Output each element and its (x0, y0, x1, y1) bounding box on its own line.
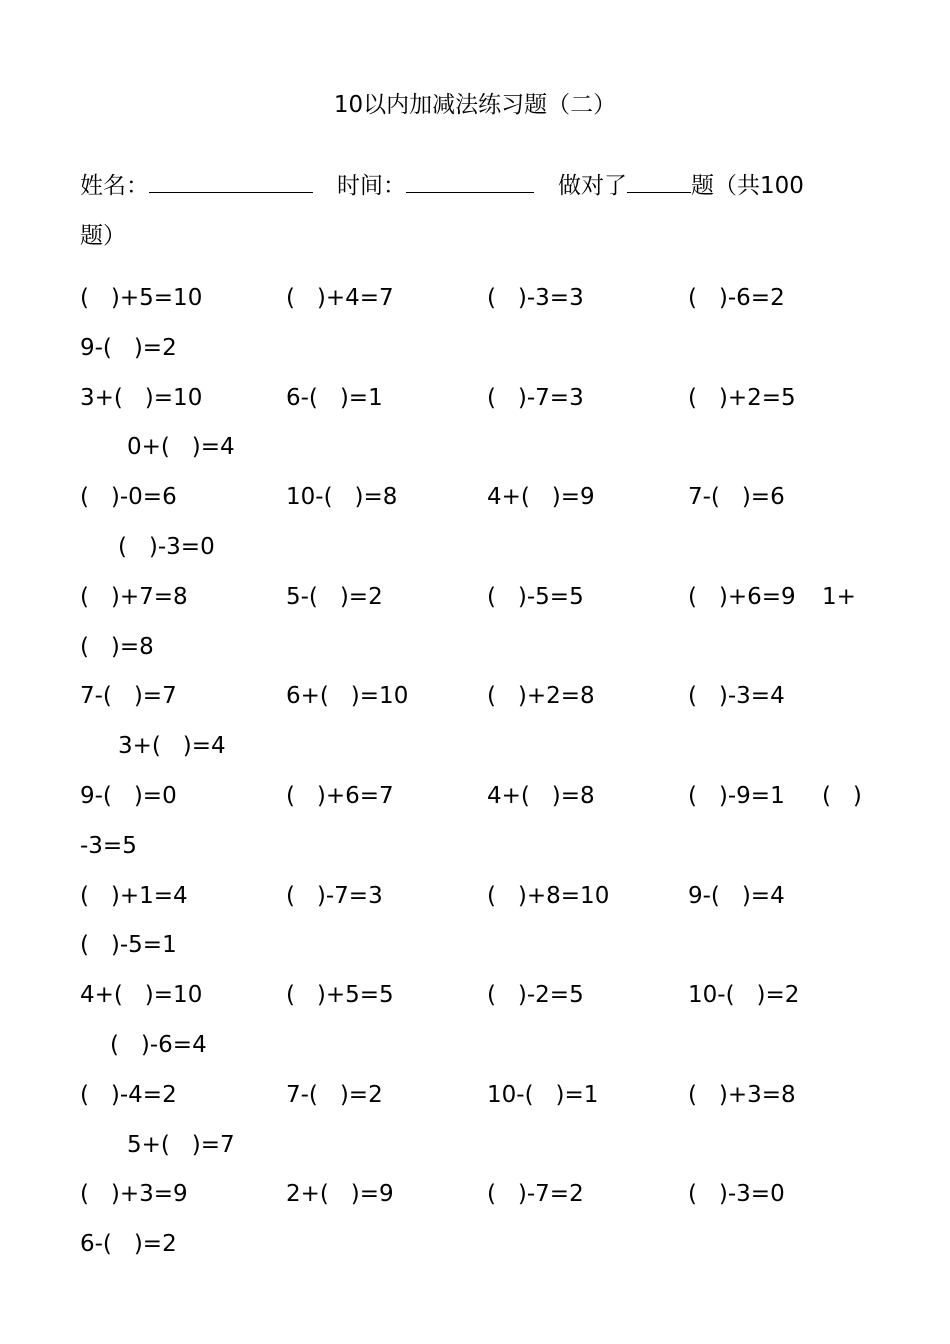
math-problem[interactable]: 5+( )=7 (127, 1131, 235, 1158)
math-problem[interactable]: ( )+8=10 (487, 882, 610, 909)
problem-line (80, 772, 880, 822)
problem-line (80, 1121, 880, 1171)
name-label: 姓名： (80, 173, 149, 199)
problem-line (80, 623, 880, 673)
math-problem[interactable]: ( )-3=3 (487, 285, 584, 311)
math-problem[interactable]: 6-( )=2 (80, 1231, 177, 1258)
problem-line (80, 921, 880, 971)
math-problem[interactable]: 7-( )=2 (286, 1081, 383, 1108)
problem-line (80, 822, 880, 872)
problem-line (80, 374, 880, 424)
math-problem[interactable]: ( )-0=6 (80, 484, 177, 511)
problem-line (80, 672, 880, 722)
math-problem[interactable]: ( )-4=2 (80, 1081, 177, 1108)
math-problem[interactable]: ( )+1=4 (80, 882, 188, 909)
math-problem[interactable]: 10-( )=1 (487, 1081, 599, 1108)
math-problem[interactable]: ( )+3=8 (688, 1081, 796, 1108)
math-problem[interactable]: ( )-5=1 (80, 932, 177, 959)
math-problem[interactable]: ( )-7=3 (286, 882, 383, 909)
problem-line (80, 722, 880, 772)
math-problem[interactable]: ( )-7=2 (487, 1181, 584, 1208)
problem-list (80, 274, 880, 1270)
math-problem[interactable]: ( ) (822, 782, 862, 809)
problem-line (80, 1220, 880, 1270)
time-blank[interactable] (406, 166, 534, 193)
problem-line (80, 1071, 880, 1121)
math-problem[interactable]: 7-( )=6 (688, 484, 785, 511)
math-problem[interactable]: 4+( )=8 (487, 782, 595, 809)
math-problem[interactable]: ( )+6=9 (688, 583, 796, 610)
correct-label: 做对了 (558, 173, 627, 199)
math-problem[interactable]: ( )+5=5 (286, 982, 394, 1009)
student-info (80, 161, 870, 261)
math-problem[interactable]: 4+( )=10 (80, 982, 203, 1009)
math-problem[interactable]: ( )-3=4 (688, 683, 785, 710)
problem-line (80, 274, 880, 324)
problem-line (80, 1021, 880, 1071)
correct-count-blank[interactable] (627, 166, 691, 193)
math-problem[interactable]: ( )=8 (80, 633, 154, 660)
math-problem[interactable]: ( )+3=9 (80, 1181, 188, 1208)
problem-line (80, 523, 880, 573)
math-problem[interactable]: ( )+4=7 (286, 285, 394, 311)
problem-line (80, 872, 880, 922)
problem-line (80, 423, 880, 473)
math-problem[interactable]: 9-( )=0 (80, 782, 177, 809)
problem-line (80, 1170, 880, 1220)
math-problem[interactable]: ( )-7=3 (487, 384, 584, 411)
problem-line (80, 573, 880, 623)
math-problem[interactable]: ( )+2=8 (487, 683, 595, 710)
math-problem[interactable]: ( )-6=2 (688, 285, 785, 311)
math-problem[interactable]: ( )+2=5 (688, 384, 796, 411)
math-problem[interactable]: ( )+7=8 (80, 583, 188, 610)
total-text: 题（共100 (691, 173, 804, 199)
math-problem[interactable]: 4+( )=9 (487, 484, 595, 511)
math-problem[interactable]: 10-( )=8 (286, 484, 398, 511)
math-problem[interactable]: 3+( )=4 (118, 733, 226, 760)
math-problem[interactable]: ( )-3=0 (118, 533, 215, 560)
math-problem[interactable]: 0+( )=4 (127, 434, 235, 461)
problem-line (80, 473, 880, 523)
problem-line (80, 971, 880, 1021)
math-problem[interactable]: ( )-9=1 (688, 782, 785, 809)
math-problem[interactable]: 2+( )=9 (286, 1181, 394, 1208)
math-problem[interactable]: -3=5 (80, 832, 137, 859)
math-problem[interactable]: 6-( )=1 (286, 384, 383, 411)
math-problem[interactable]: ( )+6=7 (286, 782, 394, 809)
name-blank[interactable] (149, 166, 313, 193)
math-problem[interactable]: 10-( )=2 (688, 982, 800, 1009)
math-problem[interactable]: ( )-2=5 (487, 982, 584, 1009)
total-tail: 题） (80, 223, 126, 249)
page-title: 10以内加减法练习题（二） (333, 92, 617, 118)
math-problem[interactable]: 1+ (822, 583, 856, 610)
math-problem[interactable]: 9-( )=4 (688, 882, 785, 909)
math-problem[interactable]: 6+( )=10 (286, 683, 409, 710)
math-problem[interactable]: 7-( )=7 (80, 683, 177, 710)
math-problem[interactable]: 5-( )=2 (286, 583, 383, 610)
time-label: 时间： (337, 173, 406, 199)
math-problem[interactable]: ( )-6=4 (110, 1031, 207, 1058)
math-problem[interactable]: 3+( )=10 (80, 384, 203, 411)
math-problem[interactable]: ( )-5=5 (487, 583, 584, 610)
math-problem[interactable]: ( )-3=0 (688, 1181, 785, 1208)
problem-line (80, 324, 880, 374)
math-problem[interactable]: ( )+5=10 (80, 285, 203, 311)
math-problem[interactable]: 9-( )=2 (80, 334, 177, 361)
